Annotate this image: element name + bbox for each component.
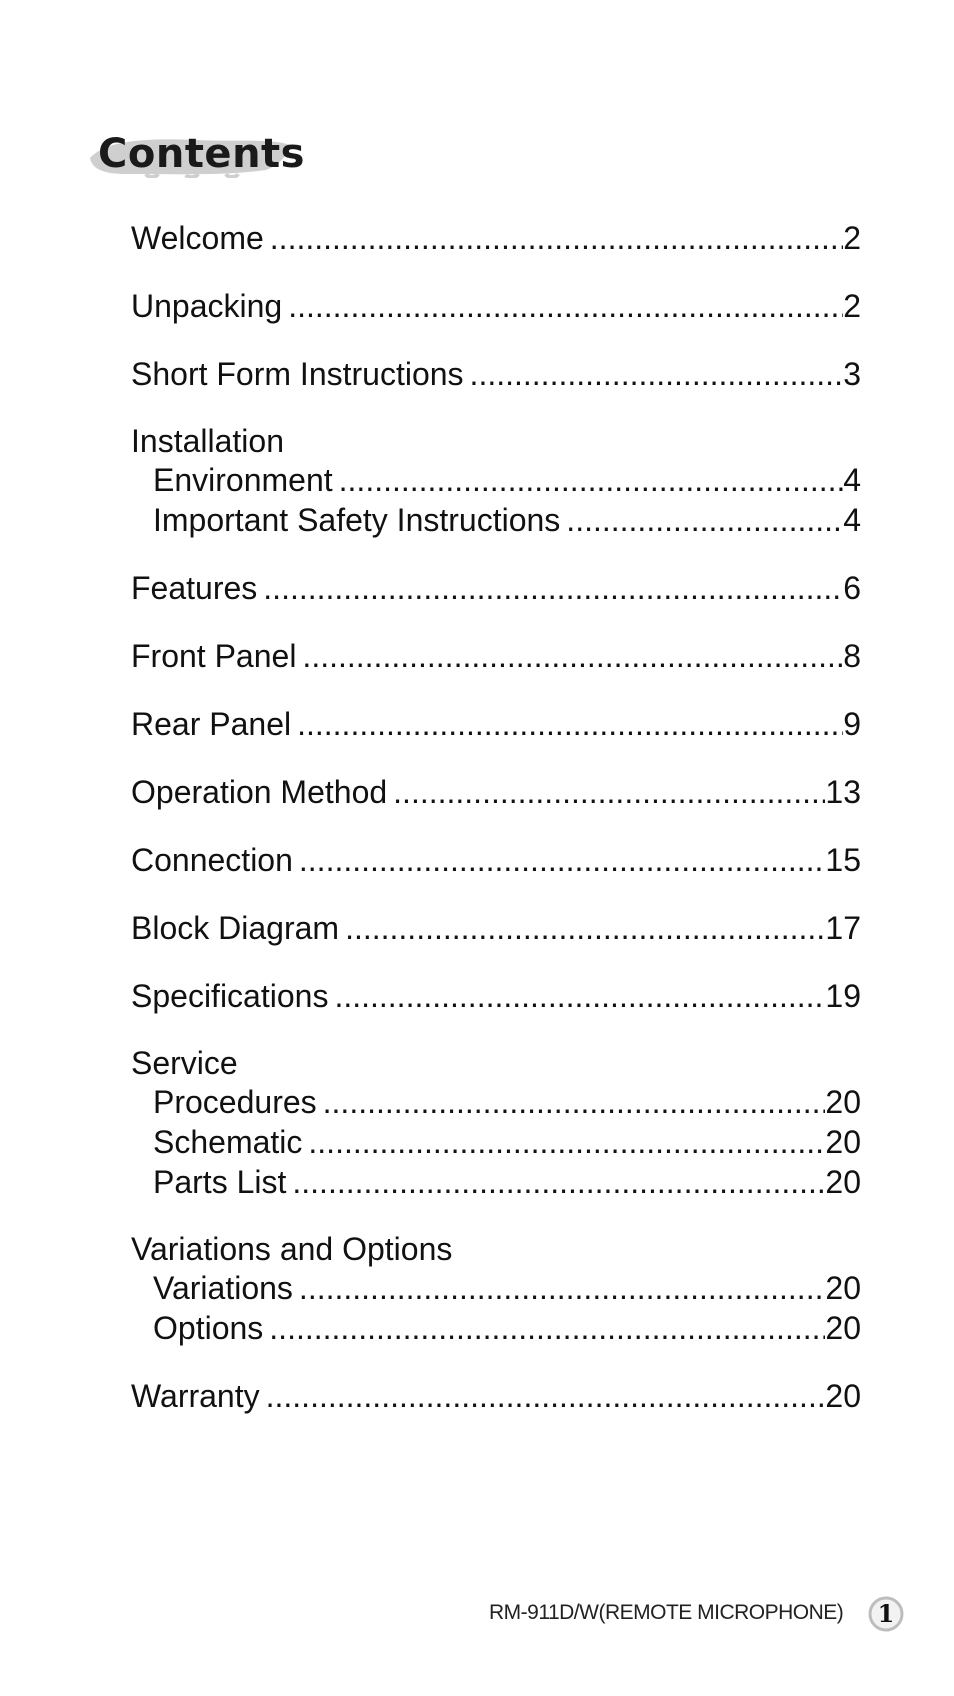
toc-page-number: 8 <box>843 638 861 674</box>
toc-label: Important Safety Instructions <box>153 502 561 538</box>
toc-label: Connection <box>131 842 293 878</box>
dot-leader <box>266 1376 826 1416</box>
toc-entry-rear-panel[interactable] <box>131 704 861 744</box>
toc-page-number: 15 <box>825 842 861 878</box>
toc-heading-variations-options[interactable]: Variations and Options <box>131 1231 453 1267</box>
page-title: Contents <box>98 131 305 177</box>
dot-leader <box>339 460 844 500</box>
toc-page-number: 20 <box>825 1164 861 1200</box>
toc-entry-unpacking[interactable] <box>131 286 861 326</box>
toc-entry-welcome[interactable] <box>131 218 861 258</box>
toc-page-number: 20 <box>825 1124 861 1160</box>
toc-label: Block Diagram <box>131 910 340 946</box>
toc-label: Parts List <box>153 1164 287 1200</box>
toc-label: Welcome <box>131 220 264 256</box>
toc-label: Procedures <box>153 1084 317 1120</box>
toc-heading-service[interactable]: Service <box>131 1045 238 1081</box>
toc-label: Unpacking <box>131 288 283 324</box>
dot-leader <box>308 1122 825 1162</box>
toc-page-number: 3 <box>843 356 861 392</box>
dot-leader <box>470 354 844 394</box>
dot-leader <box>299 1268 825 1308</box>
toc-entry-procedures[interactable] <box>131 1082 861 1122</box>
dot-leader <box>270 218 843 258</box>
toc-group-installation <box>131 422 861 540</box>
dot-leader <box>323 1082 826 1122</box>
toc-entry-operation-method[interactable] <box>131 772 861 812</box>
dot-leader <box>334 976 825 1016</box>
toc-page-number: 2 <box>843 288 861 324</box>
dot-leader <box>345 908 825 948</box>
toc-page-number: 20 <box>825 1310 861 1346</box>
page-number-badge <box>868 1596 904 1632</box>
toc-entry-schematic[interactable] <box>131 1122 861 1162</box>
toc-label: Schematic <box>153 1124 303 1160</box>
toc-entry-safety-instructions[interactable] <box>131 500 861 540</box>
toc-entry-warranty[interactable] <box>131 1376 861 1416</box>
toc-entry-specifications[interactable] <box>131 976 861 1016</box>
toc-entry-front-panel[interactable] <box>131 636 861 676</box>
toc-entry-environment[interactable] <box>131 460 861 500</box>
toc-page-number: 4 <box>843 462 861 498</box>
toc-page-number: 4 <box>843 502 861 538</box>
page-number: 1 <box>877 1599 895 1628</box>
dot-leader <box>288 286 843 326</box>
toc-heading-installation[interactable]: Installation <box>131 423 284 459</box>
table-of-contents <box>131 218 861 1444</box>
toc-entry-block-diagram[interactable] <box>131 908 861 948</box>
toc-label: Options <box>153 1310 264 1346</box>
toc-group-variations-options <box>131 1230 861 1348</box>
toc-page-number: 6 <box>843 570 861 606</box>
toc-group-service <box>131 1044 861 1202</box>
dot-leader <box>302 636 843 676</box>
toc-label: Warranty <box>131 1378 260 1414</box>
toc-label: Features <box>131 570 258 606</box>
toc-page-number: 19 <box>825 978 861 1014</box>
toc-label: Operation Method <box>131 774 388 810</box>
dot-leader <box>393 772 825 812</box>
dot-leader <box>269 1308 825 1348</box>
toc-entry-short-form-instructions[interactable] <box>131 354 861 394</box>
contents-title-block <box>86 128 305 180</box>
toc-label: Variations <box>153 1270 293 1306</box>
dot-leader <box>566 500 843 540</box>
toc-page-number: 13 <box>825 774 861 810</box>
toc-label: Short Form Instructions <box>131 356 464 392</box>
toc-label: Environment <box>153 462 333 498</box>
toc-entry-features[interactable] <box>131 568 861 608</box>
toc-entry-connection[interactable] <box>131 840 861 880</box>
toc-page-number: 2 <box>843 220 861 256</box>
dot-leader <box>292 1162 825 1202</box>
dot-leader <box>263 568 843 608</box>
dot-leader <box>299 840 826 880</box>
toc-entry-variations[interactable] <box>131 1268 861 1308</box>
toc-page-number: 9 <box>843 706 861 742</box>
toc-entry-parts-list[interactable] <box>131 1162 861 1202</box>
toc-page-number: 17 <box>825 910 861 946</box>
toc-page-number: 20 <box>825 1270 861 1306</box>
toc-page-number: 20 <box>825 1084 861 1120</box>
toc-label: Rear Panel <box>131 706 292 742</box>
toc-label: Front Panel <box>131 638 297 674</box>
toc-label: Specifications <box>131 978 329 1014</box>
toc-entry-options[interactable] <box>131 1308 861 1348</box>
toc-page-number: 20 <box>825 1378 861 1414</box>
dot-leader <box>297 704 843 744</box>
footer-model-name: RM-911D/W(REMOTE MICROPHONE) <box>489 1601 844 1624</box>
